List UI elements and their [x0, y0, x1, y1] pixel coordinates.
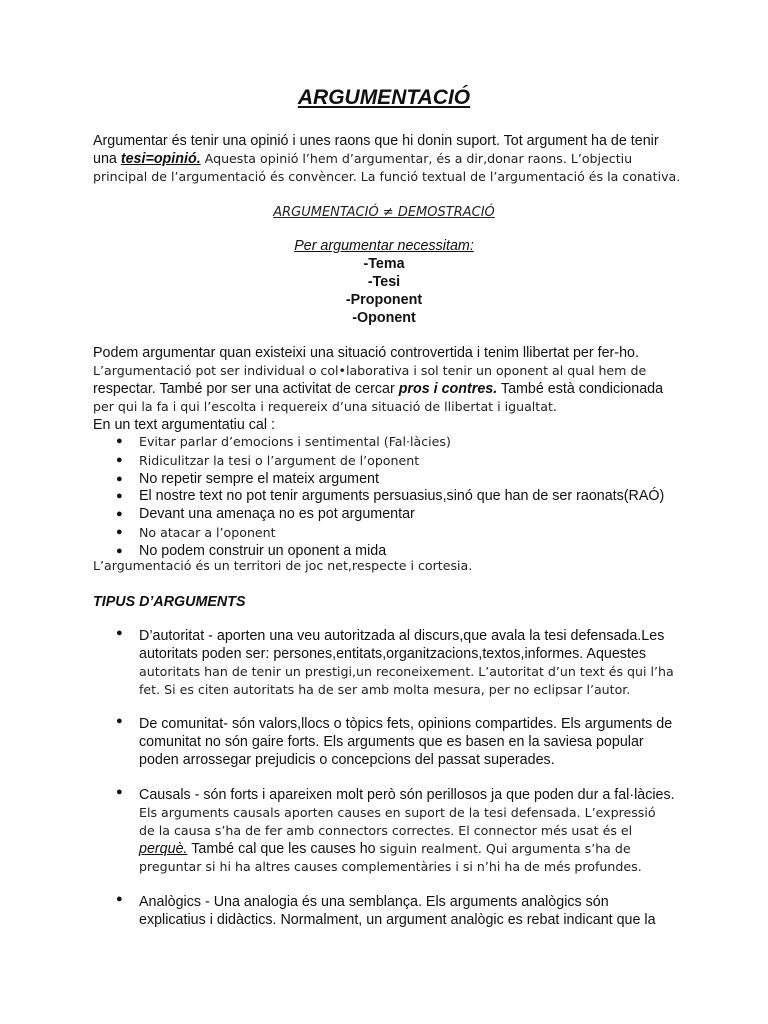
argument-type-body — [139, 627, 699, 699]
argument-type-body — [139, 893, 699, 929]
causal-line-4-end: siguin realment. Qui argumenta s’ha de — [375, 841, 631, 856]
rule-item — [93, 471, 693, 489]
rule-item — [93, 433, 693, 452]
requirement-item: -Proponent — [345, 292, 423, 308]
community-line-2: comunitat no són gaire forts. Els arguments que es basen en la saviesa popular — [139, 734, 644, 750]
bullet-icon: ● — [116, 490, 123, 503]
intro-line-3: principal de l’argumentació és convèncer. La funció textual de l’argumentació és la conativa. — [93, 169, 681, 184]
analogical-line-2: explicatius i didàctics. Normalment, un argument analògic es rebat indicant que la — [139, 912, 656, 928]
intro-line-1: Argumentar és tenir una opinió i unes raons que hi donin suport. Tot argument ha de tenir — [93, 133, 659, 149]
requirements-heading — [0, 238, 768, 254]
bullet-icon: ● — [116, 544, 123, 557]
bullet-icon: ● — [116, 435, 123, 447]
authority-line-2: autoritats poden ser: persones,entitats,organitzacions,textos,informes. Aquestes — [139, 646, 647, 662]
rule-text: No atacar a l’oponent — [139, 524, 276, 540]
requirements-heading-text: Per argumentar necessitam: — [294, 238, 474, 254]
intro-line-2-start: una — [93, 151, 121, 167]
requirement-item: -Tesi — [367, 274, 401, 290]
causal-line-2: Els arguments causals aporten causes en suport de la tesi defensada. L’expressió — [139, 805, 656, 820]
intro-line-2-end: Aquesta opinió l’hem d’argumentar, és a dir,donar raons. L’objectiu — [200, 151, 633, 166]
causal-line-1: Causals - són forts i apareixen molt però són perillosos ja que poden dur a fal·làcies. — [139, 787, 675, 803]
conditions-line-3-end: També està condicionada — [497, 381, 664, 397]
rules-list — [93, 433, 693, 561]
contrast-text: ARGUMENTACIÓ ≠ DEMOSTRACIÓ — [273, 205, 495, 220]
bullet-icon: ● — [116, 893, 123, 905]
bullet-icon: ● — [116, 715, 123, 727]
conditions-line-3-start: respectar. També por ser una activitat de cercar — [93, 381, 399, 397]
rule-text: No podem construir un oponent a mida — [139, 542, 387, 559]
intro-line-2 — [93, 150, 683, 168]
rule-item — [93, 452, 693, 471]
rule-text: Evitar parlar d’emocions i sentimental (Fal·làcies) — [139, 434, 451, 449]
types-heading: TIPUS D’ARGUMENTS — [93, 594, 246, 610]
authority-line-4: fet. Si es citen autoritats ha de ser amb molta mesura, per no eclipsar l’autor. — [139, 682, 631, 697]
causal-line-4-middle: També cal que les causes ho — [187, 841, 376, 857]
page-title: ARGUMENTACIÓ — [297, 86, 471, 109]
bullet-icon: ● — [116, 525, 123, 538]
rule-item — [93, 524, 693, 543]
pros-and-cons: pros i contres. — [398, 381, 498, 397]
rule-item — [93, 506, 693, 524]
requirements-list — [0, 255, 768, 327]
bullet-icon: ● — [116, 453, 123, 466]
bullet-icon: ● — [116, 786, 123, 798]
requirement-item: -Tema — [363, 256, 405, 272]
rule-text: Ridiculitzar la tesi o l’argument de l’oponent — [139, 452, 420, 468]
bullet-icon: ● — [116, 472, 123, 485]
argumentation-vs-demonstration — [0, 204, 768, 220]
intro-paragraph — [93, 132, 683, 186]
connector-example: perquè. — [139, 841, 188, 857]
bullet-icon: ● — [116, 508, 123, 521]
conditions-paragraph — [93, 344, 683, 434]
bullet-icon: ● — [116, 627, 123, 639]
rule-text: Devant una amenaça no es pot argumentar — [139, 506, 415, 523]
causal-line-3: de la causa s’ha de fer amb connectors correctes. El connector més usat és el — [139, 823, 633, 838]
conditions-line-2: L’argumentació pot ser individual o col•laborativa i sol tenir un oponent al qual hem de — [93, 363, 647, 378]
argument-type-body — [139, 715, 699, 769]
rule-text: El nostre text no pot tenir arguments persuasius,sinó que han de ser raonats(RAÓ) — [139, 488, 665, 505]
thesis-definition: tesi=opinió. — [120, 151, 201, 167]
argument-type-body — [139, 786, 699, 876]
causal-line-4 — [139, 840, 699, 858]
rule-text: No repetir sempre el mateix argument — [139, 470, 379, 487]
conditions-line-3 — [93, 380, 683, 398]
conditions-line-4: per qui la fa i qui l’escolta i requereix d’una situació de llibertat i igualtat. — [93, 399, 557, 414]
community-line-1: De comunitat- són valors,llocs o tòpics fets, opinions compartides. Els arguments de — [139, 716, 673, 732]
fair-play-note: L’argumentació és un territori de joc net,respecte i cortesia. — [93, 558, 473, 573]
conditions-line-5: En un text argumentatiu cal : — [93, 417, 275, 433]
community-line-3: poden arrossegar prejudicis o concepcions del passat superades. — [139, 752, 555, 768]
authority-line-3: autoritats han de tenir un prestigi,un reconeixement. L’autoritat d’un text és qui l’ha — [139, 664, 674, 679]
rule-item — [93, 488, 693, 506]
conditions-line-1: Podem argumentar quan existeixi una situació controvertida i tenim llibertat per fer-ho. — [93, 345, 639, 361]
requirement-item: -Oponent — [352, 310, 416, 326]
analogical-line-1: Analògics - Una analogia és una semblança. Els arguments analògics són — [139, 894, 609, 910]
authority-line-1: D’autoritat - aporten una veu autoritzada al discurs,que avala la tesi defensada.Les — [139, 628, 665, 644]
causal-line-5: preguntar si hi ha altres causes complementàries i si n’hi ha de més profundes. — [139, 859, 642, 874]
